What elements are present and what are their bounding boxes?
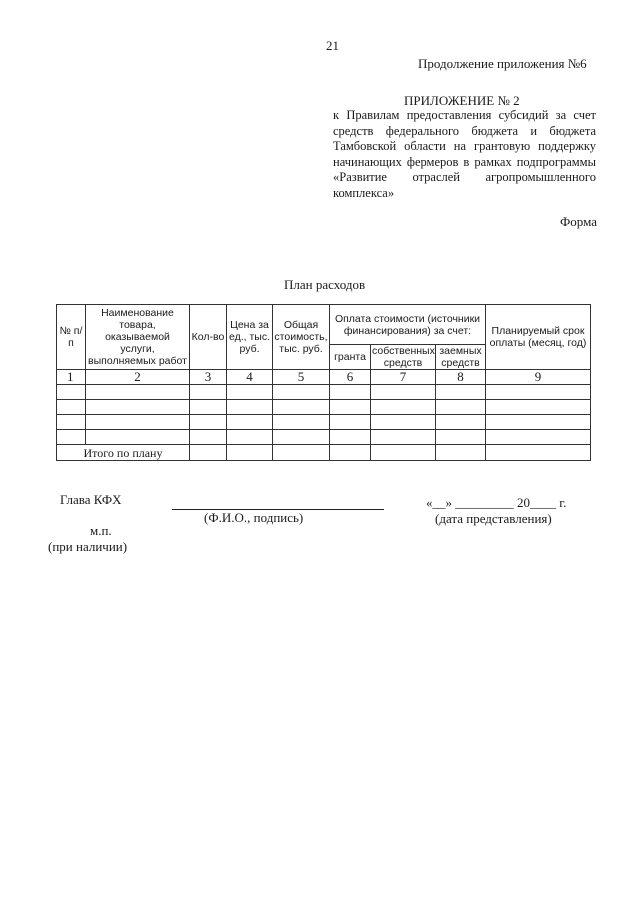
- column-number: 2: [86, 370, 190, 385]
- continuation-note: Продолжение приложения №6: [418, 56, 587, 71]
- column-number: 7: [371, 370, 436, 385]
- column-number: 4: [227, 370, 273, 385]
- header-name: Наименование товара, оказываемой услуги, выполняемых работ: [86, 305, 190, 370]
- table-row: [57, 430, 591, 445]
- table-row: [57, 415, 591, 430]
- stamp-note: (при наличии): [48, 539, 128, 554]
- date-suffix: г.: [559, 495, 567, 510]
- date-year-prefix: 20: [517, 495, 530, 510]
- column-number: 8: [436, 370, 486, 385]
- stamp-label: м.п.: [90, 523, 112, 538]
- date-year-blank: ____: [530, 495, 556, 510]
- appendix-body: к Правилам предоставления субсидий за счет средств федерального бюджета и бюджета Тамбовской области на грантовую поддержку начинающих фермеров в рамках подпрограммы «Развитие отраслей агропромышленного комплекса»: [333, 108, 596, 200]
- header-own-funds: собственных средств: [372, 345, 435, 369]
- date-month-blank: _________: [455, 495, 514, 510]
- plan-title: План расходов: [284, 277, 366, 292]
- header-total-cost: Общая стоимость, тыс. руб.: [273, 305, 330, 370]
- table-row: [57, 385, 591, 400]
- appendix-title: ПРИЛОЖЕНИЕ № 2: [404, 93, 520, 108]
- header-num: № п/п: [57, 305, 86, 370]
- column-number: 9: [486, 370, 591, 385]
- name-signature-caption: (Ф.И.О., подпись): [204, 510, 304, 525]
- column-numbers-row: [57, 370, 591, 385]
- header-payment-group: Оплата стоимости (источники финансирования) за счет:: [330, 305, 486, 345]
- header-grant: гранта: [330, 345, 371, 370]
- total-row: [57, 445, 591, 461]
- page-number: 21: [326, 38, 339, 53]
- date-quote-close: »: [445, 495, 452, 510]
- total-label: Итого по плану: [57, 445, 190, 461]
- head-label: Глава КФХ: [60, 492, 122, 507]
- date-day-blank: __: [432, 495, 446, 510]
- column-number: 6: [330, 370, 371, 385]
- header-borrowed-funds: заемных средств: [436, 345, 486, 370]
- form-label: Форма: [560, 214, 597, 229]
- date-caption: (дата представления): [435, 511, 552, 526]
- header-payment-term: Планируемый срок оплаты (месяц, год): [486, 305, 591, 370]
- expense-plan-table: [56, 304, 591, 461]
- column-number: 5: [273, 370, 330, 385]
- column-number: 1: [57, 370, 86, 385]
- header-price: Цена за ед., тыс. руб.: [227, 305, 273, 370]
- table-row: [57, 400, 591, 415]
- date-field: [426, 495, 566, 511]
- header-qty: Кол-во: [190, 305, 227, 370]
- date-quote-open: «: [426, 495, 433, 510]
- column-number: 3: [190, 370, 227, 385]
